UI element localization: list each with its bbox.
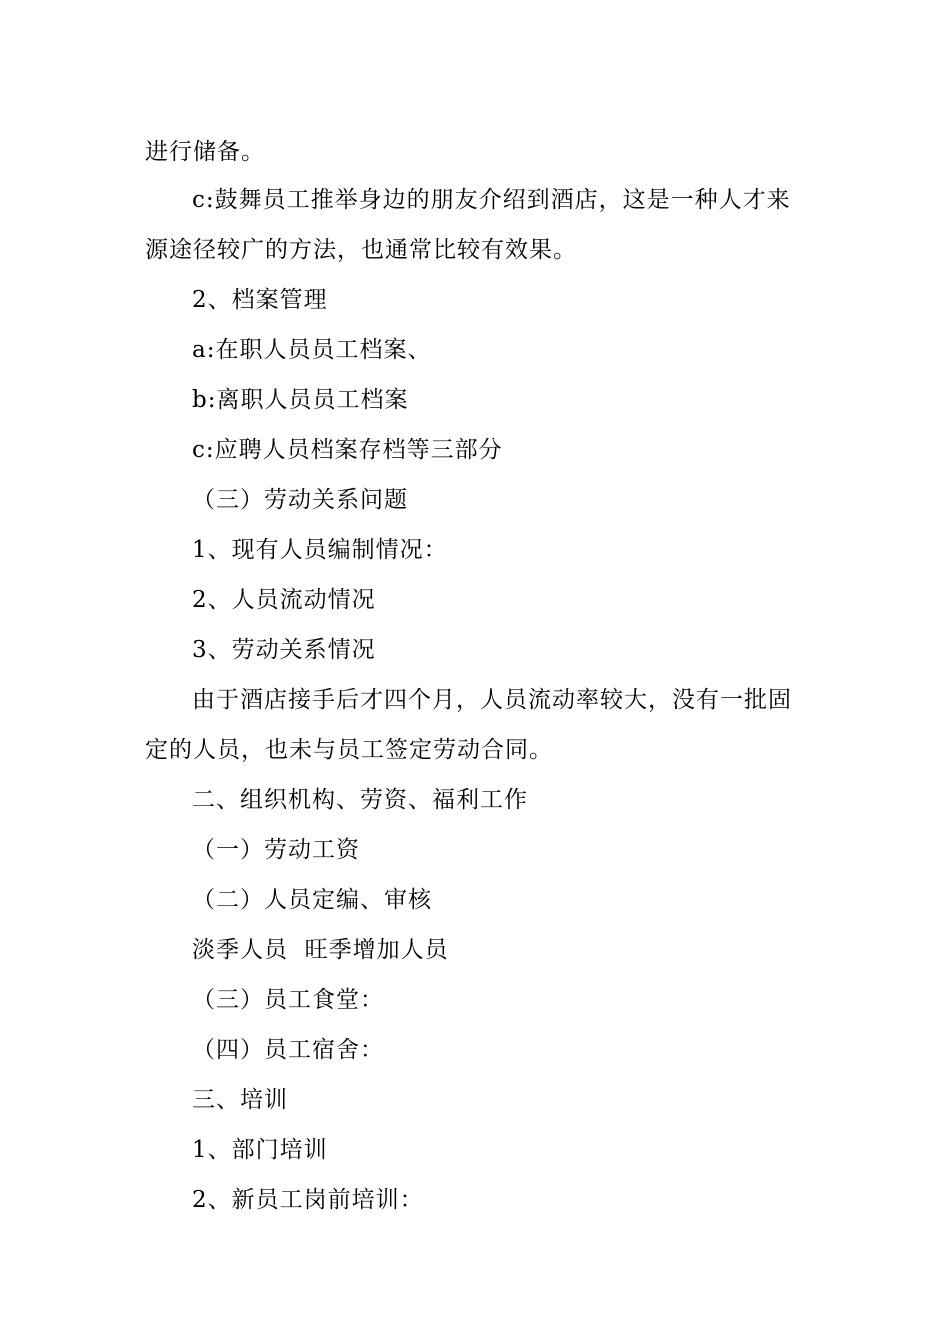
list-item: c:应聘人员档案存档等三部分 bbox=[192, 437, 503, 463]
list-item: 2、人员流动情况 bbox=[192, 587, 376, 613]
text-line: c:鼓舞员工推举身边的朋友介绍到酒店，这是一种人才来 bbox=[192, 187, 791, 213]
text-line: 进行储备。 bbox=[145, 139, 265, 165]
section-heading: （一）劳动工资 bbox=[192, 837, 360, 863]
section-heading: （三）劳动关系问题 bbox=[192, 487, 408, 513]
text-line: 源途径较广的方法，也通常比较有效果。 bbox=[145, 237, 577, 263]
list-item: 3、劳动关系情况 bbox=[192, 637, 376, 663]
section-heading: （四）员工宿舍： bbox=[192, 1037, 384, 1063]
section-heading: 2、档案管理 bbox=[192, 287, 328, 313]
section-heading: 三、培训 bbox=[192, 1087, 288, 1113]
list-item: a:在职人员员工档案、 bbox=[192, 337, 432, 363]
list-item: 2、新员工岗前培训： bbox=[192, 1187, 424, 1213]
section-heading: （三）员工食堂： bbox=[192, 987, 384, 1013]
list-item: 1、现有人员编制情况： bbox=[192, 537, 448, 563]
section-heading: 二、组织机构、劳资、福利工作 bbox=[192, 787, 528, 813]
list-item: 1、部门培训 bbox=[192, 1137, 328, 1163]
text-line: 淡季人员 旺季增加人员 bbox=[192, 937, 449, 963]
text-line: 由于酒店接手后才四个月，人员流动率较大，没有一批固 bbox=[192, 687, 792, 713]
section-heading: （二）人员定编、审核 bbox=[192, 887, 432, 913]
text-line: 定的人员，也未与员工签定劳动合同。 bbox=[145, 737, 553, 763]
list-item: b:离职人员员工档案 bbox=[192, 387, 409, 413]
